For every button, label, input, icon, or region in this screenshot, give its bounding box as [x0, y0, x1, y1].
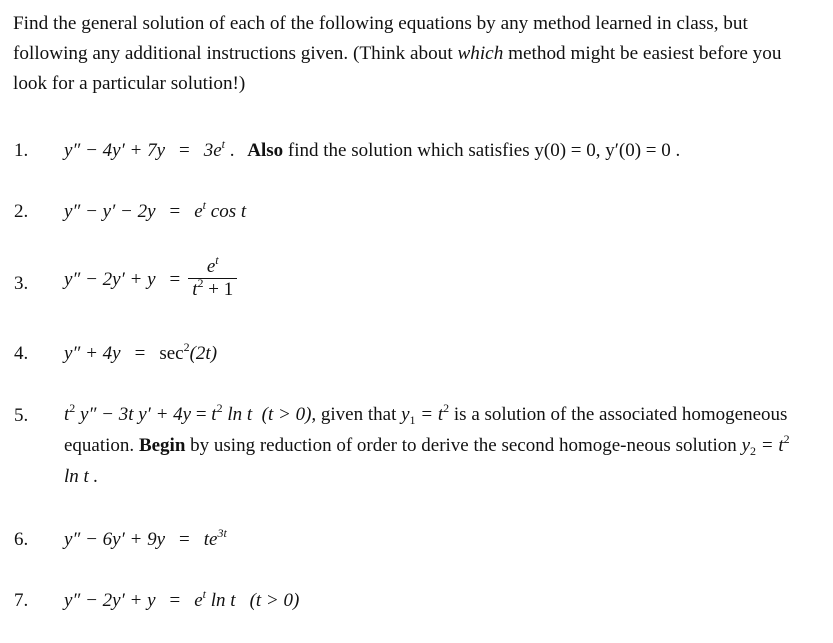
problem-3-lhs: y″ − 2y′ + y [64, 268, 156, 290]
problem-7-lhs: y″ − 2y′ + y [64, 590, 156, 611]
problem-1-rhs: 3e [203, 140, 222, 161]
problem-1-lhs: y″ − 4y′ + 7y [64, 140, 166, 161]
problem-7-equals: = [169, 590, 181, 611]
problem-2-equation [64, 198, 247, 223]
problem-1-note: find the solution which satisfies [283, 140, 535, 161]
problem-7-rhs: e [194, 590, 203, 611]
problem-6-lhs: y″ − 6y′ + 9y [64, 529, 166, 550]
problem-6-rhs-exponent: 3t [217, 526, 227, 540]
problem-2-rhs-exponent: t [202, 198, 207, 212]
problem-7-condition: (t > 0) [249, 590, 300, 611]
problem-6-equation [64, 526, 227, 551]
problem-3-denominator: $t^2 + 1$ [192, 276, 234, 300]
problem-4-equals: = [134, 343, 146, 364]
instructions-paragraph [13, 9, 818, 99]
problem-1-equation [64, 137, 681, 162]
problem-5-begin: Begin [138, 435, 186, 456]
problem-4-number: 4. [14, 343, 29, 364]
problem-1-conditions: y(0) = 0, y′(0) = 0 . [534, 140, 681, 161]
problem-4-rhs: sec [159, 343, 184, 364]
problem-6-rhs: te [203, 529, 218, 550]
problem-2-rhs-tail: cos t [206, 201, 247, 222]
problem-4-rhs-exponent: 2 [183, 340, 190, 354]
problem-2-number: 2. [14, 201, 29, 222]
problem-5-number: 5. [14, 405, 29, 426]
problem-6-number: 6. [14, 529, 29, 550]
instructions-text-1: Find the general solution of each of the following equations by any method learned in class, but following any additional instructions given. (Think about [13, 13, 748, 64]
problem-7-equation [64, 587, 300, 612]
problem-2-equals: = [169, 201, 181, 222]
problem-3-numerator: $e^t$ [206, 253, 219, 277]
problem-5-condition: (t > 0), [261, 404, 317, 425]
problem-7-rhs-tail: ln t [206, 590, 236, 611]
problem-2-rhs: e [194, 201, 203, 222]
problem-5-text: $t^2$ y″ − 3t $y' + 4y = t^2$ ln t (t > 0), given that $y_1 = t^2$ is a solution of the associated homogeneous equation. Begin by using reduction of order to derive the second homoge-neous solution $y_2 = t^2$ ln t . [64, 401, 790, 487]
problem-3-equals: = [169, 268, 181, 290]
problem-3-fraction [188, 253, 237, 301]
problem-2-lhs: y″ − y′ − 2y [64, 201, 156, 222]
problem-3-equation [64, 253, 237, 303]
problem-4-equation [64, 340, 218, 365]
problem-1-number: 1. [14, 140, 29, 161]
problem-4-rhs-tail: (2t) [189, 343, 218, 364]
problem-3-number: 3. [14, 273, 29, 294]
instructions-text-2: method might be easiest before you look for a particular solution!) [13, 43, 782, 94]
problem-7-number: 7. [14, 590, 29, 611]
problem-4-lhs: y″ + 4y [64, 343, 121, 364]
problem-1-equals: = [179, 140, 190, 161]
problem-1-rhs-exponent: t [221, 137, 226, 151]
problem-7-rhs-exponent: t [202, 587, 207, 601]
problem-6-equals: = [179, 529, 190, 550]
problem-1-period: . [225, 140, 235, 161]
problem-1-also: Also [247, 140, 284, 161]
instructions-emphasis: which [457, 43, 504, 64]
